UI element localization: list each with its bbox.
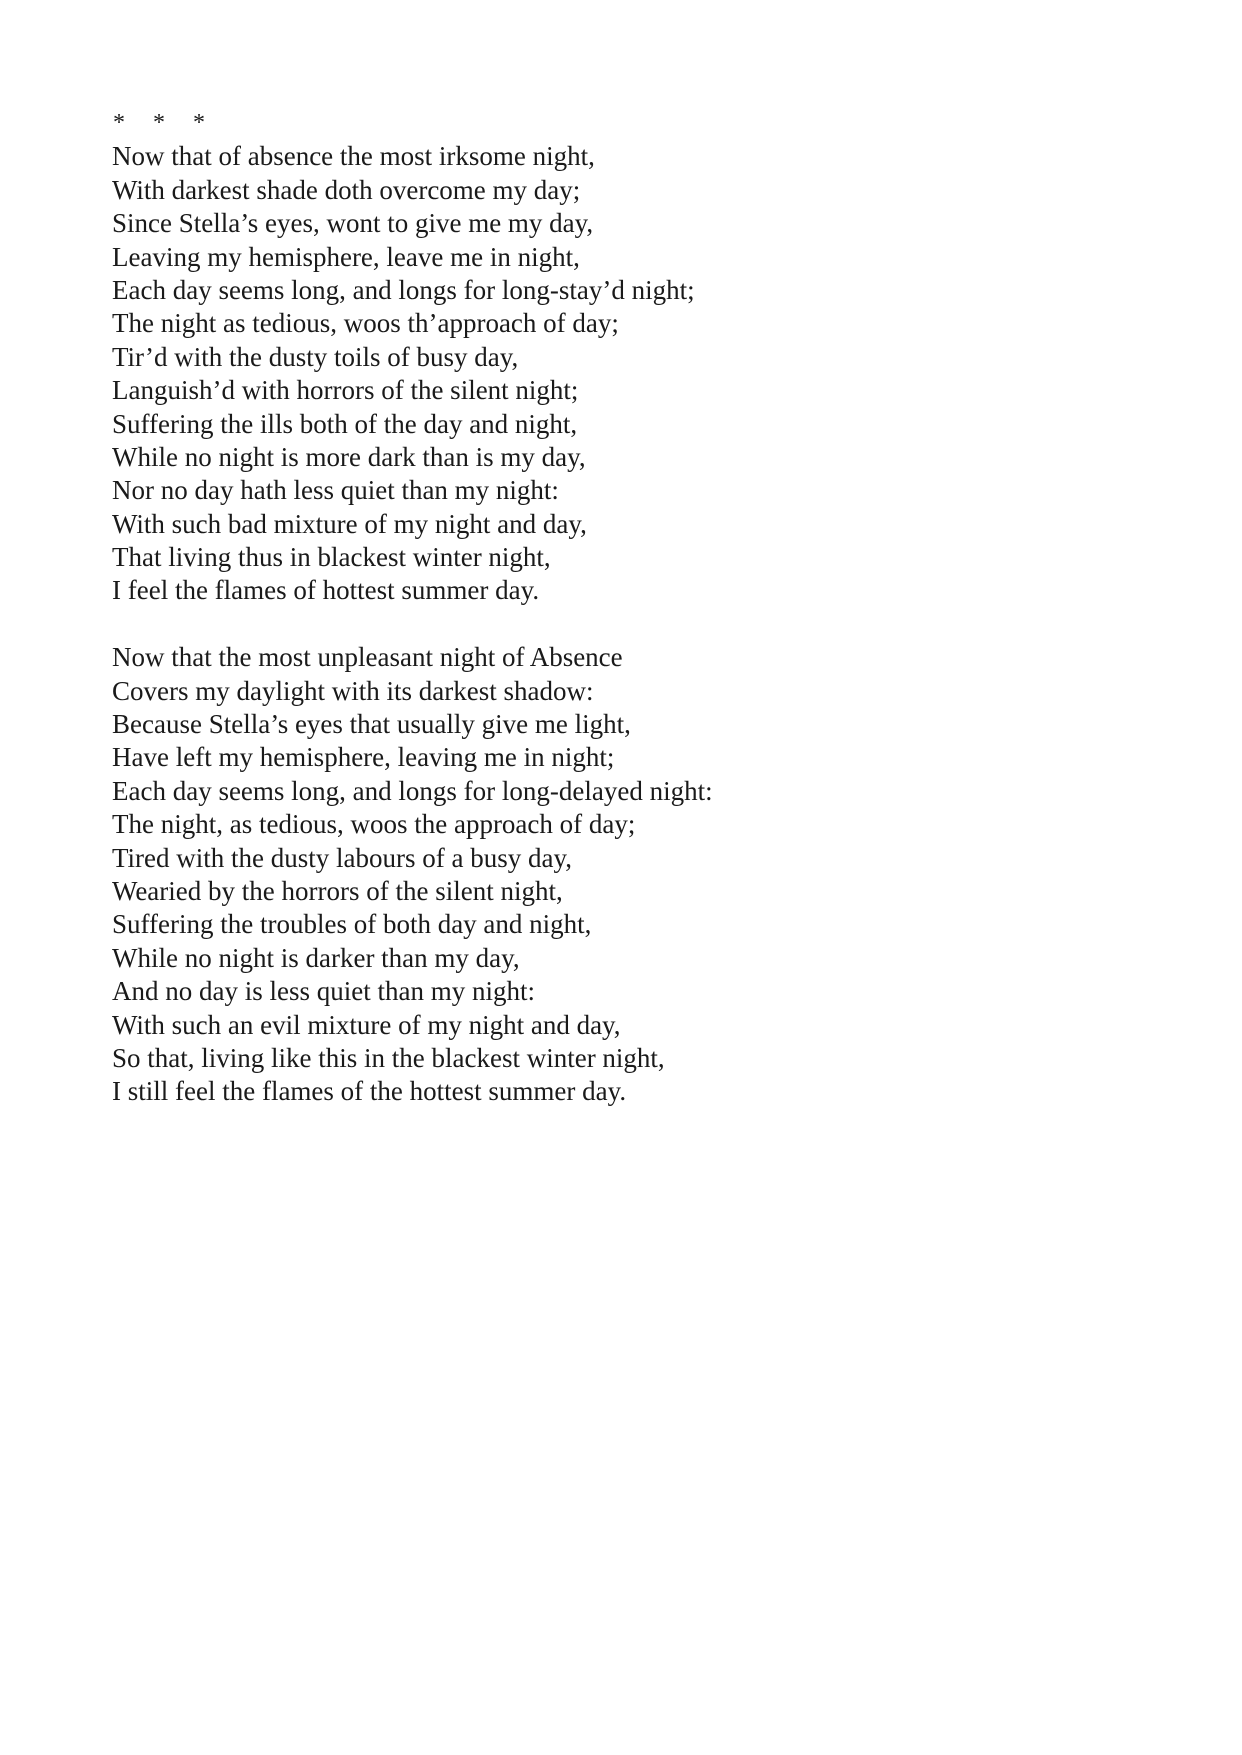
poem-line: Nor no day hath less quiet than my night: (112, 475, 559, 506)
stanza-divider (112, 608, 1112, 641)
poem-line: Have left my hemisphere, leaving me in night; (112, 742, 615, 773)
poem-line: With such an evil mixture of my night and day, (112, 1009, 621, 1040)
poem-line: That living thus in blackest winter night, (112, 542, 551, 573)
poem-line: Covers my daylight with its darkest shadow: (112, 675, 594, 706)
poem-line: While no night is darker than my day, (112, 942, 520, 973)
stanza-modern (112, 641, 1112, 1108)
poem-line: The night, as tedious, woos the approach of day; (112, 809, 636, 840)
poem-line: I still feel the flames of the hottest summer day. (112, 1076, 627, 1107)
poem-line: Now that the most unpleasant night of Absence (112, 642, 623, 673)
poem-line: The night as tedious, woos th’approach of day; (112, 308, 619, 339)
poem-line: Suffering the ills both of the day and night, (112, 408, 578, 439)
poem-line: Each day seems long, and longs for long-stay’d night; (112, 274, 695, 305)
poem-line: So that, living like this in the blackest winter night, (112, 1042, 665, 1073)
poem-line: Because Stella’s eyes that usually give me light, (112, 709, 631, 740)
poem-text (112, 107, 1112, 1109)
poem-line: Each day seems long, and longs for long-delayed night: (112, 775, 713, 806)
poem-line: And no day is less quiet than my night: (112, 976, 535, 1007)
poem-line: Languish’d with horrors of the silent night; (112, 375, 579, 406)
poem-line: I feel the flames of hottest summer day. (112, 575, 540, 606)
poem-line: Tir’d with the dusty toils of busy day, (112, 341, 519, 372)
poem-line: With such bad mixture of my night and day, (112, 508, 587, 539)
stanza-original (112, 140, 1112, 607)
poem-line: Tired with the dusty labours of a busy day, (112, 842, 572, 873)
poem-line: While no night is more dark than is my day, (112, 441, 586, 472)
poem-line: With darkest shade doth overcome my day; (112, 174, 581, 205)
poem-line: Now that of absence the most irksome night, (112, 141, 595, 172)
poem-line: Wearied by the horrors of the silent night, (112, 875, 563, 906)
section-ornament: * * * (113, 110, 216, 136)
poem-line: Since Stella’s eyes, wont to give me my day, (112, 208, 594, 239)
poem-line: Suffering the troubles of both day and night, (112, 909, 592, 940)
poem-line: Leaving my hemisphere, leave me in night, (112, 241, 580, 272)
